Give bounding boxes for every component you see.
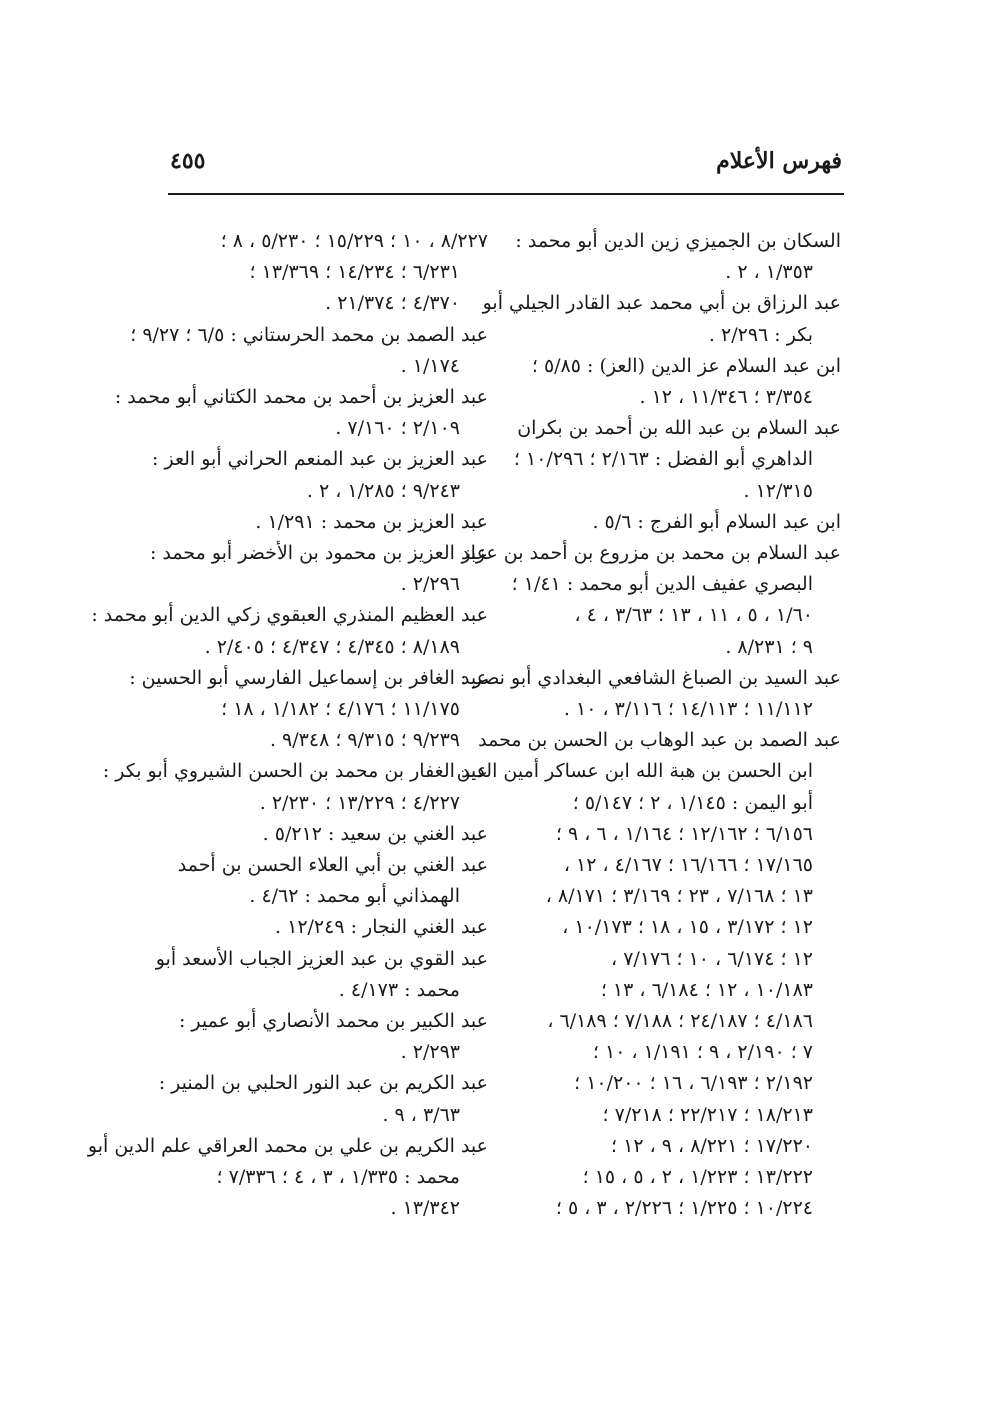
entry-name-line: عبد الغافر بن إسماعيل الفارسي أبو الحسين : xyxy=(129,666,488,689)
entry-refs-line: ١١/١٧٥ ؛ ٤/١٧٦ ؛ ١/١٨٢ ، ١٨ ؛ xyxy=(221,698,460,721)
entry-name-line: عبد الكريم بن عبد النور الحلبي بن المنير : xyxy=(158,1072,488,1095)
index-entry xyxy=(152,444,488,506)
entry-refs-line: ١١/١١٢ ؛ ١٤/١١٣ ؛ ٣/١١٦ ، ١٠ . xyxy=(563,698,813,721)
entry-name-line: عبد السيد بن الصباغ الشافعي البغدادي أبو نصر : xyxy=(460,666,841,689)
entry-refs-line: ٣/٣٥٤ ؛ ١١/٣٤٦ ، ١٢ . xyxy=(639,386,813,409)
entry-name-line: عبد العزيز بن أحمد بن محمد الكتاني أبو محمد : xyxy=(114,386,488,409)
entry-name-line: عبد السلام بن عبد الله بن أحمد بن بكران xyxy=(517,417,841,440)
entry-refs-line: ١٢ ؛ ٣/١٧٢ ، ١٥ ، ١٨ ؛ ١٠/١٧٣ ، xyxy=(562,916,813,939)
entry-refs-line: أبو اليمن : ١/١٤٥ ، ٢ ؛ ٥/١٤٧ ؛ xyxy=(572,791,813,814)
entry-name-line: عبد العزيز بن محمد : ١/٢٩١ . xyxy=(255,510,488,533)
index-entry xyxy=(130,320,488,382)
index-entry xyxy=(114,382,488,444)
index-entry xyxy=(163,850,488,912)
index-entry xyxy=(460,663,841,725)
entry-refs-line: ١٢/٣١٥ . xyxy=(743,479,813,502)
index-entry xyxy=(91,600,488,662)
index-entry xyxy=(158,1068,488,1130)
entry-refs-line: ١٠/١٨٣ ، ١٢ ؛ ٦/١٨٤ ، ١٣ ؛ xyxy=(600,978,813,1001)
entry-refs-line: ١٣/٣٤٢ . xyxy=(390,1197,460,1220)
entry-refs-line: محمد : ١/٣٣٥ ، ٣ ، ٤ ؛ ٧/٣٣٦ ؛ xyxy=(216,1166,460,1189)
header-rule xyxy=(168,193,844,195)
index-entry xyxy=(149,538,488,600)
index-entry xyxy=(516,507,841,538)
index-entry xyxy=(482,288,841,350)
index-entry xyxy=(163,819,488,850)
index-entry xyxy=(163,912,488,943)
index-column-right xyxy=(456,226,841,1225)
entry-name-line: ابن عبد السلام عز الدين (العز) : ٥/٨٥ ؛ xyxy=(531,354,841,377)
entry-refs-line: ٢/١٩٢ ؛ ٦/١٩٣ ، ١٦ ؛ ١٠/٢٠٠ ؛ xyxy=(574,1072,813,1095)
entry-refs-line: الداهري أبو الفضل : ٢/١٦٣ ؛ ١٠/٢٩٦ ؛ xyxy=(513,448,813,471)
entry-refs-line: ٦/٢٣١ ؛ ١٤/٢٣٤ ؛ ١٣/٣٦٩ ؛ xyxy=(249,261,460,284)
index-entry xyxy=(129,663,488,757)
entry-name-line: عبد القوي بن عبد العزيز الجباب الأسعد أبو xyxy=(155,947,488,970)
entry-refs-line: ٤/١٨٦ ؛ ٢٤/١٨٧ ؛ ٧/١٨٨ ؛ ٦/١٨٩ ، xyxy=(547,1010,813,1033)
running-title: فهرس الأعلام xyxy=(716,148,842,174)
entry-refs-line: ٢/١٠٩ ؛ ٧/١٦٠ . xyxy=(335,417,460,440)
entry-name-line: عبد الرزاق بن أبي محمد عبد القادر الجيلي أبو xyxy=(482,292,841,315)
entry-refs-line: ١٣ ؛ ٧/١٦٨ ، ٢٣ ؛ ٣/١٦٩ ؛ ٨/١٧١ ، xyxy=(545,885,813,908)
entry-refs-line: ١/٦٠ ، ٥ ، ١١ ، ١٣ ؛ ٣/٦٣ ، ٤ ، xyxy=(574,604,813,627)
entry-refs-line: محمد : ٤/١٧٣ . xyxy=(338,978,460,1001)
entry-name-line: عبد العزيز بن عبد المنعم الحراني أبو العز : xyxy=(152,448,488,471)
entry-name-line: عبد الكبير بن محمد الأنصاري أبو عمير : xyxy=(178,1010,488,1033)
page-header xyxy=(170,148,842,188)
entry-name-line: عبد الصمد بن عبد الوهاب بن الحسن بن محمد xyxy=(478,729,841,752)
entry-refs-line: ١/٣٥٣ ، ٢ . xyxy=(725,261,813,284)
index-entry xyxy=(513,413,841,507)
entry-refs-line: ٩ ؛ ٨/٢٣١ . xyxy=(725,635,813,658)
index-entry xyxy=(163,1006,488,1068)
index-entry xyxy=(163,507,488,538)
entry-refs-line: ٢/٢٩٦ . xyxy=(400,573,460,596)
index-column-left xyxy=(87,226,488,1225)
entry-refs-line: ١٧/٢٢٠ ؛ ٨/٢٢١ ، ٩ ، ١٢ ؛ xyxy=(611,1134,813,1157)
entry-refs-line: ابن الحسن بن هبة الله ابن عساكر أمين الدين xyxy=(456,760,813,783)
entry-name-line: السكان بن الجميزي زين الدين أبو محمد : xyxy=(515,230,841,252)
entry-name-line: عبد الكريم بن علي بن محمد العراقي علم الدين أبو xyxy=(87,1134,488,1157)
entry-refs-line: بكر : ٢/٢٩٦ . xyxy=(708,323,813,346)
index-entry xyxy=(516,351,841,413)
entry-name-line: ابن عبد السلام أبو الفرج : ٥/٦ . xyxy=(592,510,841,533)
entry-refs-line: ١/١٧٤ . xyxy=(400,354,460,377)
index-entry xyxy=(516,226,841,288)
page-number: ٤٥٥ xyxy=(170,148,206,174)
entry-refs-line: ٤/٢٢٧ ؛ ١٣/٢٢٩ ؛ ٢/٢٣٠ . xyxy=(259,791,460,814)
entry-name-line: عبد الغني بن أبي العلاء الحسن بن أحمد xyxy=(177,854,488,877)
index-entry xyxy=(155,944,488,1006)
entry-refs-line: ٤/٣٧٠ ؛ ٢١/٣٧٤ . xyxy=(325,292,460,315)
entry-refs-line: ١٣/٢٢٢ ؛ ١/٢٢٣ ، ٢ ، ٥ ، ١٥ ؛ xyxy=(582,1166,813,1189)
entry-name-line: ٨/٢٢٧ ، ١٠ ؛ ١٥/٢٢٩ ؛ ٥/٢٣٠ ، ٨ ؛ xyxy=(220,230,488,252)
entry-refs-line: ١٧/١٦٥ ؛ ١٦/١٦٦ ؛ ٤/١٦٧ ، ١٢ ، xyxy=(563,854,813,877)
index-entry xyxy=(461,538,841,663)
entry-name-line: عبد السلام بن محمد بن مزروع بن أحمد بن عزاز xyxy=(461,542,841,565)
index-entry xyxy=(87,1131,488,1225)
entry-refs-line: ١٨/٢١٣ ؛ ٢٢/٢١٧ ؛ ٧/٢١٨ ؛ xyxy=(602,1103,813,1126)
entry-refs-line: ٢/٢٩٣ . xyxy=(400,1041,460,1064)
entry-refs-line: ١٠/٢٢٤ ؛ ١/٢٢٥ ؛ ٢/٢٢٦ ، ٣ ، ٥ ؛ xyxy=(555,1197,813,1220)
entry-name-line: عبد الصمد بن محمد الحرستاني : ٦/٥ ؛ ٩/٢٧ ؛ xyxy=(130,323,488,346)
entry-refs-line: ١٢ ؛ ٦/١٧٤ ، ١٠ ؛ ٧/١٧٦ ، xyxy=(611,947,813,970)
entry-refs-line: ٩/٢٣٩ ؛ ٩/٣١٥ ؛ ٩/٣٤٨ . xyxy=(269,729,460,752)
entry-refs-line: ٨/١٨٩ ؛ ٤/٣٤٥ ؛ ٤/٣٤٧ ؛ ٢/٤٠٥ . xyxy=(204,635,460,658)
entry-refs-line: ٩/٢٤٣ ؛ ١/٢٨٥ ، ٢ . xyxy=(306,479,460,502)
entry-name-line: عبد الغني بن سعيد : ٥/٢١٢ . xyxy=(262,822,488,845)
entry-name-line: عبد العزيز بن محمود بن الأخضر أبو محمد : xyxy=(149,542,488,565)
entry-refs-line: ٦/١٥٦ ؛ ١٢/١٦٢ ؛ ١/١٦٤ ، ٦ ، ٩ ؛ xyxy=(555,822,813,845)
entry-refs-line: الهمذاني أبو محمد : ٤/٦٢ . xyxy=(249,885,460,908)
entry-name-line: عبد الغفار بن محمد بن الحسن الشيروي أبو بكر : xyxy=(102,760,488,783)
index-entry xyxy=(102,756,488,818)
index-entry xyxy=(163,226,488,320)
entry-refs-line: ٧ ؛ ٢/١٩٠ ، ٩ ؛ ١/١٩١ ، ١٠ ؛ xyxy=(592,1041,813,1064)
entry-name-line: عبد العظيم المنذري العبقوي زكي الدين أبو محمد : xyxy=(91,604,488,627)
entry-refs-line: البصري عفيف الدين أبو محمد : ١/٤١ ؛ xyxy=(511,573,813,596)
entry-name-line: عبد الغني النجار : ١٢/٢٤٩ . xyxy=(275,916,488,939)
entry-refs-line: ٣/٦٣ ، ٩ . xyxy=(382,1103,460,1126)
index-entry xyxy=(456,725,841,1224)
